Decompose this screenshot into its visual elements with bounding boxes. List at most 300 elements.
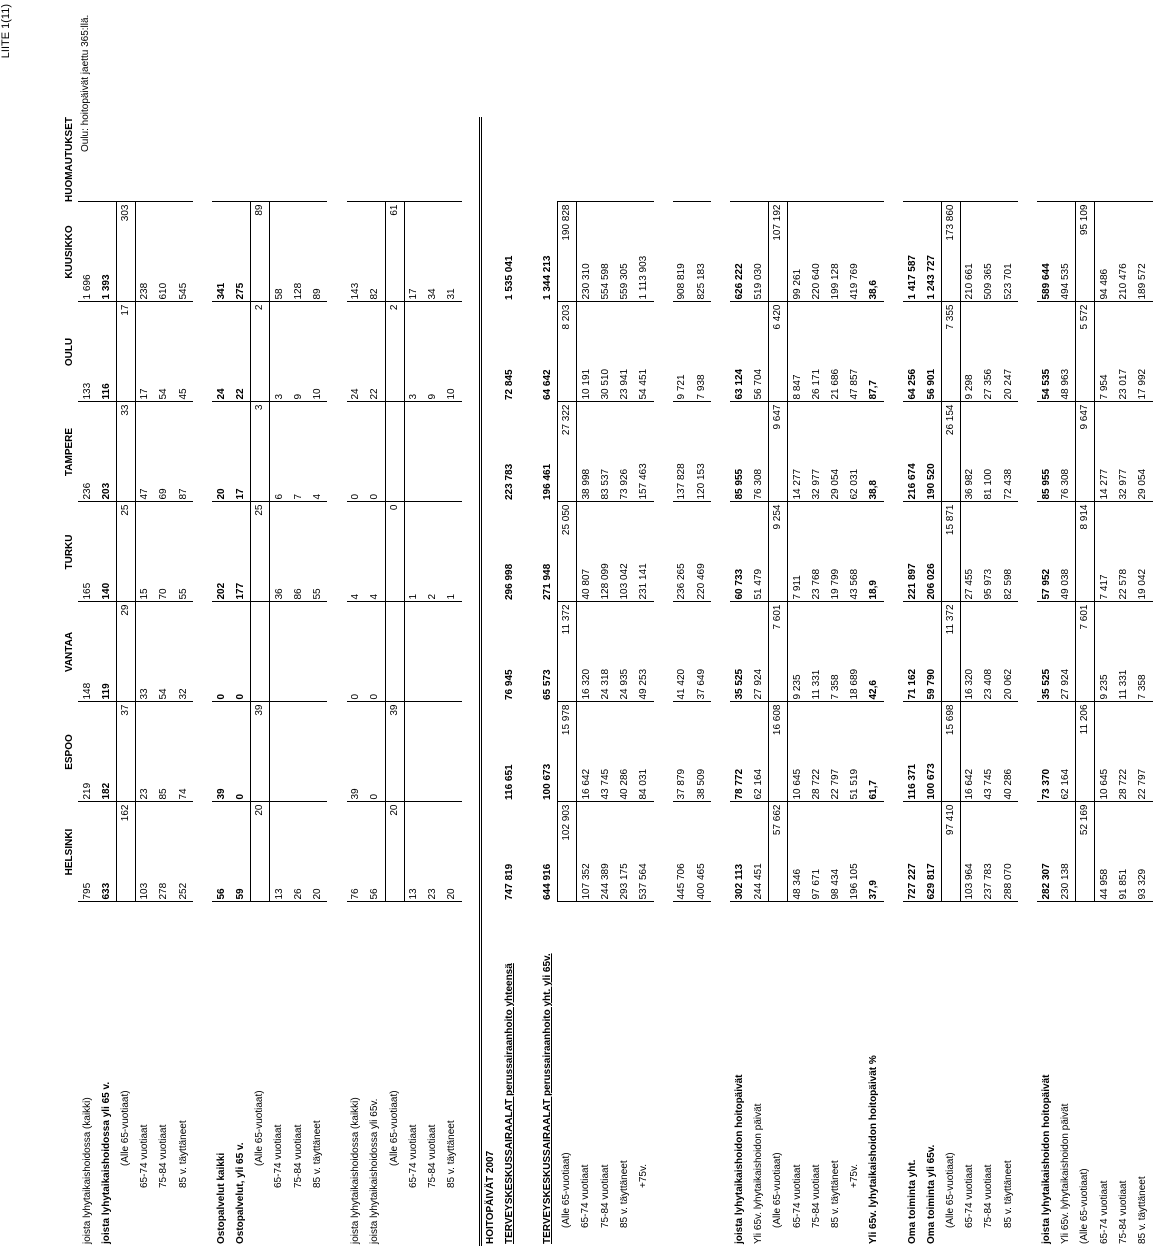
table-cell: [327, 502, 346, 602]
remarks-cell: [922, 117, 941, 202]
table-cell: 4: [308, 402, 327, 502]
table-cell: 10 645: [1095, 702, 1114, 802]
table-row: [980, 117, 999, 1246]
table-cell: 271 948: [541, 563, 553, 600]
table-cell: [481, 502, 500, 602]
table-cell: 44 958: [1095, 802, 1114, 902]
table-cell: 7 938: [692, 302, 711, 402]
table-cell: 85 955: [730, 402, 749, 502]
table-cell: [443, 702, 462, 802]
table-cell: 7: [289, 402, 308, 502]
table-cell: 400 465: [692, 802, 711, 902]
remarks-cell: [961, 117, 980, 202]
table-cell: 419 769: [846, 202, 865, 302]
statistics-table: [62, 117, 1153, 1246]
row-label: 65-74 vuotiaat: [273, 1124, 285, 1188]
table-cell: [884, 702, 903, 802]
row-label: 65-74 vuotiaat: [791, 1164, 803, 1228]
table-cell: 3: [251, 402, 270, 502]
table-cell: [481, 802, 500, 902]
table-cell: 29 054: [826, 402, 845, 502]
table-cell: [884, 502, 903, 602]
table-cell: 103: [136, 802, 155, 902]
table-row: [193, 117, 212, 1246]
table-cell: [462, 302, 481, 402]
table-cell: 236: [78, 402, 97, 502]
table-cell: [251, 602, 270, 702]
table-cell: 23 941: [615, 302, 634, 402]
remarks-cell: [1133, 117, 1152, 202]
table-cell: [519, 802, 538, 902]
table-cell: 27 322: [558, 402, 577, 502]
table-row: [634, 117, 653, 1246]
table-cell: 282 307: [1037, 802, 1056, 902]
table-cell: 43 745: [980, 702, 999, 802]
table-cell: 220 469: [692, 502, 711, 602]
table-cell: 26: [289, 802, 308, 902]
row-label: (Alle 65-vuotiaat): [119, 1090, 131, 1166]
table-cell: 116: [97, 302, 116, 402]
table-cell: 20: [385, 802, 404, 902]
table-cell: 15 978: [558, 702, 577, 802]
table-cell: 11 372: [558, 602, 577, 702]
table-cell: [884, 402, 903, 502]
table-cell: 9 235: [788, 602, 807, 702]
table-row: [865, 117, 884, 1246]
table-body: [78, 117, 1153, 1246]
table-cell: 626 222: [730, 202, 749, 302]
table-cell: 137 828: [673, 402, 692, 502]
table-row: [136, 117, 155, 1246]
table-cell: 25: [116, 502, 135, 602]
table-cell: [308, 702, 327, 802]
table-cell: 747 819: [503, 863, 515, 900]
remarks-cell: [212, 117, 231, 202]
table-cell: 4: [347, 502, 366, 602]
table-cell: 22 797: [1133, 702, 1152, 802]
table-cell: 230 310: [577, 202, 596, 302]
table-cell: 97 671: [807, 802, 826, 902]
row-label: Yli 65v. lyhytaikaishoidon hoitopäivät %: [868, 1055, 880, 1244]
table-cell: 629 817: [922, 802, 941, 902]
table-cell: 25 050: [558, 502, 577, 602]
table-row: [116, 117, 135, 1246]
table-cell: 76 945: [503, 669, 515, 700]
table-cell: 20: [251, 802, 270, 902]
table-cell: 238: [136, 202, 155, 302]
remarks-cell: [462, 117, 481, 202]
row-label: Yli 65v. lyhytaikaishoidon päivät: [1060, 1103, 1072, 1244]
table-cell: [711, 502, 730, 602]
table-cell: 3: [404, 302, 423, 402]
table-row: [941, 117, 960, 1246]
table-row: [1057, 117, 1076, 1246]
remarks-cell: [289, 117, 308, 202]
table-cell: 9 254: [769, 502, 788, 602]
table-cell: [519, 602, 538, 702]
table-cell: 537 564: [634, 802, 653, 902]
table-cell: 6 420: [769, 302, 788, 402]
table-row: [922, 117, 941, 1246]
table-cell: 37,9: [865, 802, 884, 902]
table-cell: 20: [443, 802, 462, 902]
table-cell: 2: [251, 302, 270, 402]
table-cell: [404, 602, 423, 702]
row-label: (Alle 65-vuotiaat): [388, 1090, 400, 1166]
table-cell: 81 100: [980, 402, 999, 502]
table-cell: [519, 502, 538, 602]
remarks-cell: [903, 117, 922, 202]
row-label: +75v.: [638, 1164, 650, 1188]
row-label: 75-84 vuotiaat: [1117, 1180, 1129, 1244]
table-row: [577, 117, 596, 1246]
table-cell: 236 265: [673, 502, 692, 602]
table-row: [846, 117, 865, 1246]
table-cell: 40 286: [999, 702, 1018, 802]
table-cell: 102 903: [558, 802, 577, 902]
remarks-cell: [577, 117, 596, 202]
table-cell: 52 169: [1076, 802, 1095, 902]
table-cell: [193, 802, 212, 902]
table-row: [500, 117, 519, 1246]
table-cell: 62 164: [1057, 702, 1076, 802]
table-cell: [193, 602, 212, 702]
table-cell: 32 977: [807, 402, 826, 502]
table-cell: 1: [404, 502, 423, 602]
table-cell: 76 308: [1057, 402, 1076, 502]
table-cell: 57 662: [769, 802, 788, 902]
table-row: [539, 117, 558, 1246]
table-cell: 17 992: [1133, 302, 1152, 402]
table-cell: 16 320: [961, 602, 980, 702]
table-cell: 15: [136, 502, 155, 602]
table-cell: [193, 402, 212, 502]
table-cell: 19 799: [826, 502, 845, 602]
table-cell: [884, 602, 903, 702]
table-cell: 14 277: [1095, 402, 1114, 502]
table-cell: 9 235: [1095, 602, 1114, 702]
table-cell: [327, 302, 346, 402]
col-header-tampere: TAMPERE: [63, 427, 75, 477]
remarks-cell: [116, 117, 135, 202]
remarks-cell: [232, 117, 251, 202]
table-cell: 38,8: [865, 402, 884, 502]
table-cell: 27 455: [961, 502, 980, 602]
table-cell: [711, 802, 730, 902]
table-cell: 72 845: [503, 369, 515, 400]
table-cell: 43 745: [596, 702, 615, 802]
table-cell: 54 451: [634, 302, 653, 402]
row-label: 85 v. täyttäneet: [1002, 1160, 1014, 1228]
row-label: [1018, 902, 1037, 1246]
table-cell: 0: [366, 402, 385, 502]
table-cell: 51 479: [750, 502, 769, 602]
remarks-cell: [1057, 117, 1076, 202]
table-cell: 94 486: [1095, 202, 1114, 302]
table-cell: 56: [366, 802, 385, 902]
table-cell: 58: [270, 202, 289, 302]
table-cell: 71 162: [903, 602, 922, 702]
row-label: joista lyhytaikaishoidossa yli 65 v.: [100, 1081, 112, 1244]
table-cell: 148: [78, 602, 97, 702]
remarks-cell: [366, 117, 385, 202]
table-cell: 15 698: [941, 702, 960, 802]
table-cell: 278: [155, 802, 174, 902]
table-cell: [404, 402, 423, 502]
table-cell: 34: [423, 202, 442, 302]
table-cell: 33: [116, 402, 135, 502]
table-cell: 20 062: [999, 602, 1018, 702]
table-cell: 65 573: [541, 669, 553, 700]
table-cell: 56 901: [922, 302, 941, 402]
row-label: joista lyhytaikaishoidon hoitopäivät: [1040, 1074, 1052, 1244]
table-cell: [1018, 702, 1037, 802]
remarks-cell: [999, 117, 1018, 202]
remarks-cell: [673, 117, 692, 202]
row-label: [462, 902, 481, 1246]
table-cell: 86: [289, 502, 308, 602]
table-cell: 190 520: [922, 402, 941, 502]
table-row: [481, 117, 500, 1246]
remarks-cell: [443, 117, 462, 202]
table-cell: 7 601: [1076, 602, 1095, 702]
table-row: [270, 117, 289, 1246]
table-cell: 36 982: [961, 402, 980, 502]
table-cell: 610: [155, 202, 174, 302]
table-cell: 303: [116, 202, 135, 302]
table-cell: 1 535 041: [503, 255, 515, 300]
table-cell: 29: [116, 602, 135, 702]
table-cell: 83 537: [596, 402, 615, 502]
row-label: 65-74 vuotiaat: [139, 1124, 151, 1188]
table-cell: [1018, 502, 1037, 602]
table-cell: 36: [270, 502, 289, 602]
table-cell: 288 070: [999, 802, 1018, 902]
col-header-helsinki: HELSINKI: [63, 828, 75, 876]
table-cell: 189 572: [1133, 202, 1152, 302]
table-cell: 1 113 903: [634, 202, 653, 302]
table-cell: 0: [366, 702, 385, 802]
table-cell: 73 926: [615, 402, 634, 502]
table-cell: 28 722: [807, 702, 826, 802]
table-cell: 182: [97, 702, 116, 802]
table-cell: [654, 602, 673, 702]
table-cell: 589 644: [1037, 202, 1056, 302]
table-cell: [308, 602, 327, 702]
table-cell: [711, 302, 730, 402]
table-cell: [519, 702, 538, 802]
table-cell: 519 030: [750, 202, 769, 302]
remarks-cell: [136, 117, 155, 202]
table-cell: 22: [232, 302, 251, 402]
table-cell: 51 519: [846, 702, 865, 802]
table-cell: 93 329: [1133, 802, 1152, 902]
table-cell: 523 701: [999, 202, 1018, 302]
table-row: [366, 117, 385, 1246]
table-cell: 99 261: [788, 202, 807, 302]
table-row: [97, 117, 116, 1246]
row-label: Yli 65v. lyhytaikaishoidon päivät: [753, 1103, 765, 1244]
table-cell: [289, 602, 308, 702]
row-label: 85 v. täyttäneet: [446, 1120, 458, 1188]
table-cell: 16 320: [577, 602, 596, 702]
table-cell: 20: [308, 802, 327, 902]
table-cell: 3: [270, 302, 289, 402]
table-cell: 220 640: [807, 202, 826, 302]
table-cell: [711, 202, 730, 302]
table-cell: 42,6: [865, 602, 884, 702]
table-cell: 89: [308, 202, 327, 302]
table-cell: 26 171: [807, 302, 826, 402]
remarks-cell: [730, 117, 749, 202]
table-cell: [462, 202, 481, 302]
table-cell: 727 227: [903, 802, 922, 902]
table-cell: 40 807: [577, 502, 596, 602]
table-cell: [519, 202, 538, 302]
row-label: 65-74 vuotiaat: [407, 1124, 419, 1188]
remarks-cell: [1037, 117, 1056, 202]
table-cell: 116 651: [503, 764, 515, 800]
table-row: [327, 117, 346, 1246]
table-cell: [481, 402, 500, 502]
remarks-cell: [385, 117, 404, 202]
remarks-cell: [692, 117, 711, 202]
table-cell: 559 305: [615, 202, 634, 302]
row-label: [673, 902, 692, 1246]
table-cell: [481, 602, 500, 702]
table-cell: [654, 202, 673, 302]
table-cell: 48 346: [788, 802, 807, 902]
table-cell: 173 860: [941, 202, 960, 302]
table-cell: [423, 702, 442, 802]
table-cell: [193, 202, 212, 302]
table-cell: 157 463: [634, 402, 653, 502]
table-cell: 61,7: [865, 702, 884, 802]
row-label: 75-84 vuotiaat: [983, 1164, 995, 1228]
table-row: [1114, 117, 1133, 1246]
table-cell: 35 525: [730, 602, 749, 702]
table-cell: 244 451: [750, 802, 769, 902]
table-cell: 11 206: [1076, 702, 1095, 802]
table-cell: 32: [174, 602, 193, 702]
table-cell: 37 879: [673, 702, 692, 802]
table-cell: 644 916: [541, 863, 553, 900]
table-cell: 54 535: [1037, 302, 1056, 402]
table-cell: [385, 402, 404, 502]
table-cell: 7 358: [1133, 602, 1152, 702]
remarks-cell: [481, 117, 500, 202]
remarks-cell: [423, 117, 442, 202]
table-cell: 206 026: [922, 502, 941, 602]
table-cell: 26 154: [941, 402, 960, 502]
table-row: [558, 117, 577, 1246]
table-cell: 59: [232, 802, 251, 902]
remarks-cell: [347, 117, 366, 202]
table-row: [673, 117, 692, 1246]
table-cell: [385, 602, 404, 702]
table-cell: 11 331: [1114, 602, 1133, 702]
table-cell: 202: [212, 502, 231, 602]
table-cell: 24 318: [596, 602, 615, 702]
page-label: LIITE 1(11): [0, 4, 12, 59]
table-cell: [193, 702, 212, 802]
table-cell: 38 998: [577, 402, 596, 502]
table-row: [174, 117, 193, 1246]
table-cell: [884, 802, 903, 902]
row-label: TERVEYSKESKUSSAIRAALAT perussairaanhoito yhteensä: [503, 963, 515, 1244]
table-cell: 84 031: [634, 702, 653, 802]
table-cell: 82: [366, 202, 385, 302]
table-cell: 85 955: [1037, 402, 1056, 502]
table-cell: 18 689: [846, 602, 865, 702]
table-cell: 825 183: [692, 202, 711, 302]
remarks-cell: [941, 117, 960, 202]
remarks-cell: [846, 117, 865, 202]
table-cell: 219: [78, 702, 97, 802]
table-cell: 39: [251, 702, 270, 802]
table-cell: 795: [78, 802, 97, 902]
table-cell: [443, 602, 462, 702]
table-cell: 33: [136, 602, 155, 702]
table-cell: 35 525: [1037, 602, 1056, 702]
table-cell: 22 578: [1114, 502, 1133, 602]
table-cell: 64 642: [541, 369, 553, 400]
table-cell: [270, 602, 289, 702]
table-cell: 633: [97, 802, 116, 902]
row-label: [327, 902, 346, 1246]
table-cell: 554 598: [596, 202, 615, 302]
row-label: joista lyhytaikaishoidon hoitopäivät: [733, 1074, 745, 1244]
table-cell: 237 783: [980, 802, 999, 902]
table-cell: 230 138: [1057, 802, 1076, 902]
table-cell: 30 510: [596, 302, 615, 402]
remarks-cell: [519, 117, 538, 202]
row-label: 65-74 vuotiaat: [580, 1164, 592, 1228]
table-cell: 8 847: [788, 302, 807, 402]
table-row: [519, 117, 538, 1246]
table-cell: 95 109: [1076, 202, 1095, 302]
remarks-cell: [1076, 117, 1095, 202]
table-cell: [654, 802, 673, 902]
remarks-cell: [865, 117, 884, 202]
table-cell: 23 768: [807, 502, 826, 602]
table-cell: 1: [443, 502, 462, 602]
table-cell: 20 247: [999, 302, 1018, 402]
table-cell: 54: [155, 602, 174, 702]
remarks-cell: [654, 117, 673, 202]
table-cell: 210 476: [1114, 202, 1133, 302]
col-header-kuusikko: KUUSIKKO: [63, 225, 75, 279]
table-row: [999, 117, 1018, 1246]
row-label: 65-74 vuotiaat: [1098, 1180, 1110, 1244]
table-cell: 0: [366, 602, 385, 702]
remarks-cell: [97, 117, 116, 202]
table-cell: [327, 202, 346, 302]
table-cell: 23 408: [980, 602, 999, 702]
table-cell: 87,7: [865, 302, 884, 402]
table-cell: 162: [116, 802, 135, 902]
table-cell: 20: [212, 402, 231, 502]
remarks-cell: [174, 117, 193, 202]
row-label: TERVEYSKESKUSSAIRAALAT perussairaanhoito yht. yli 65v.: [542, 953, 554, 1244]
table-row: [750, 117, 769, 1246]
row-label: Oma toiminta yht.: [906, 1159, 918, 1244]
table-cell: 24 935: [615, 602, 634, 702]
table-cell: 70: [155, 502, 174, 602]
table-row: [232, 117, 251, 1246]
table-cell: 91 851: [1114, 802, 1133, 902]
row-label: [519, 902, 538, 1246]
